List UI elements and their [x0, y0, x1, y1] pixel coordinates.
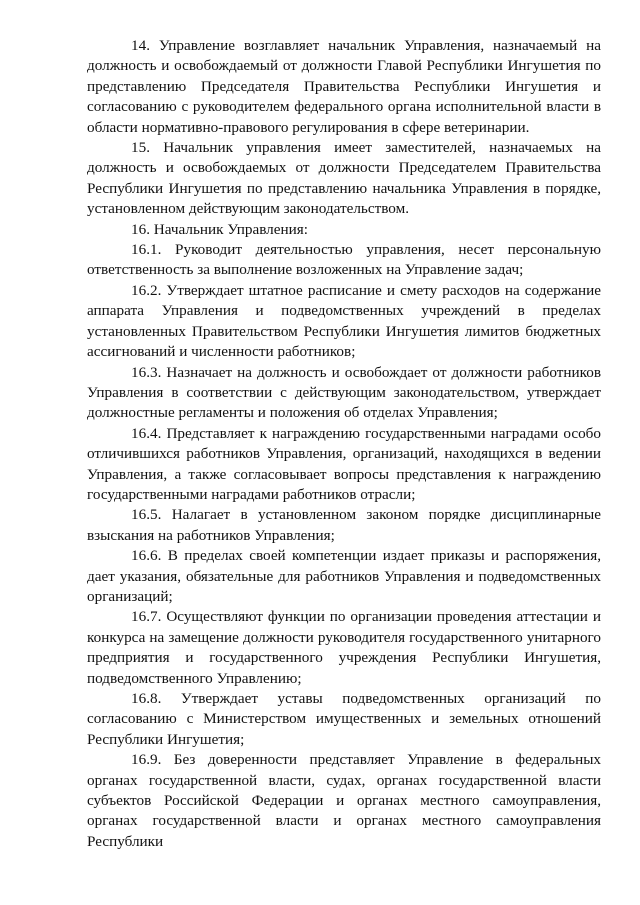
paragraph-16-3: 16.3. Назначает на должность и освобождает от должности работников Управления в соответствии с действующим законодательством, утверждает должностные регламенты и положения об отделах Управления;: [87, 363, 601, 422]
paragraph-16-7: 16.7. Осуществляют функции по организации проведения аттестации и конкурса на замещение должности руководителя государственного унитарного предприятия и государственного учреждения Республики Ингушетия, подведомственного Управлению;: [87, 608, 601, 687]
paragraph-16-6: 16.6. В пределах своей компетенции издает приказы и распоряжения, дает указания, обязательные для работников Управления и подведомственных организаций;: [87, 547, 601, 605]
paragraph-14: 14. Управление возглавляет начальник Управления, назначаемый на должность и освобождаемый от должности Главой Республики Ингушетия по представлению Председателя Правительства Республики Ингушетия и согласованию с руководителем федерального органа исполнительной власти в области нормативно-правового регулирования в сфере ветеринарии.: [87, 37, 601, 136]
paragraph-16-4: 16.4. Представляет к награждению государственными наградами особо отличившихся работников Управления, организаций, находящихся в ведении Управления, а также согласовывает вопросы представления к награждению государственными наградами работников отрасли;: [87, 424, 601, 503]
paragraph-15: 15. Начальник управления имеет заместителей, назначаемых на должность и освобождаемых от должности Председателем Правительства Республики Ингушетия по представлению начальника Управления в порядке, установленном действующим законодательством.: [87, 139, 601, 218]
paragraph-16-8: 16.8. Утверждает уставы подведомственных организаций по согласованию с Министерством имущественных и земельных отношений Республики Ингушетия;: [87, 690, 601, 748]
paragraph-16-9: 16.9. Без доверенности представляет Управление в федеральных органах государственной власти, судах, органах государственной власти субъектов Российской Федерации и органах местного самоуправления, органах государственной власти и органах местного самоуправления Республики: [87, 751, 601, 850]
document-body: [87, 36, 601, 852]
paragraph-16-2: 16.2. Утверждает штатное расписание и смету расходов на содержание аппарата Управления и подведомственных учреждений в пределах установленных Правительством Республики Ингушетия лимитов бюджетных ассигнований и численности работников;: [87, 281, 601, 361]
paragraph-16: 16. Начальник Управления:: [131, 220, 308, 238]
paragraph-16-5: 16.5. Налагает в установленном законом порядке дисциплинарные взыскания на работников Управления;: [87, 506, 601, 544]
paragraph-16-1: 16.1. Руководит деятельностью управления, несет персональную ответственность за выполнение возложенных на Управление задач;: [87, 241, 601, 279]
